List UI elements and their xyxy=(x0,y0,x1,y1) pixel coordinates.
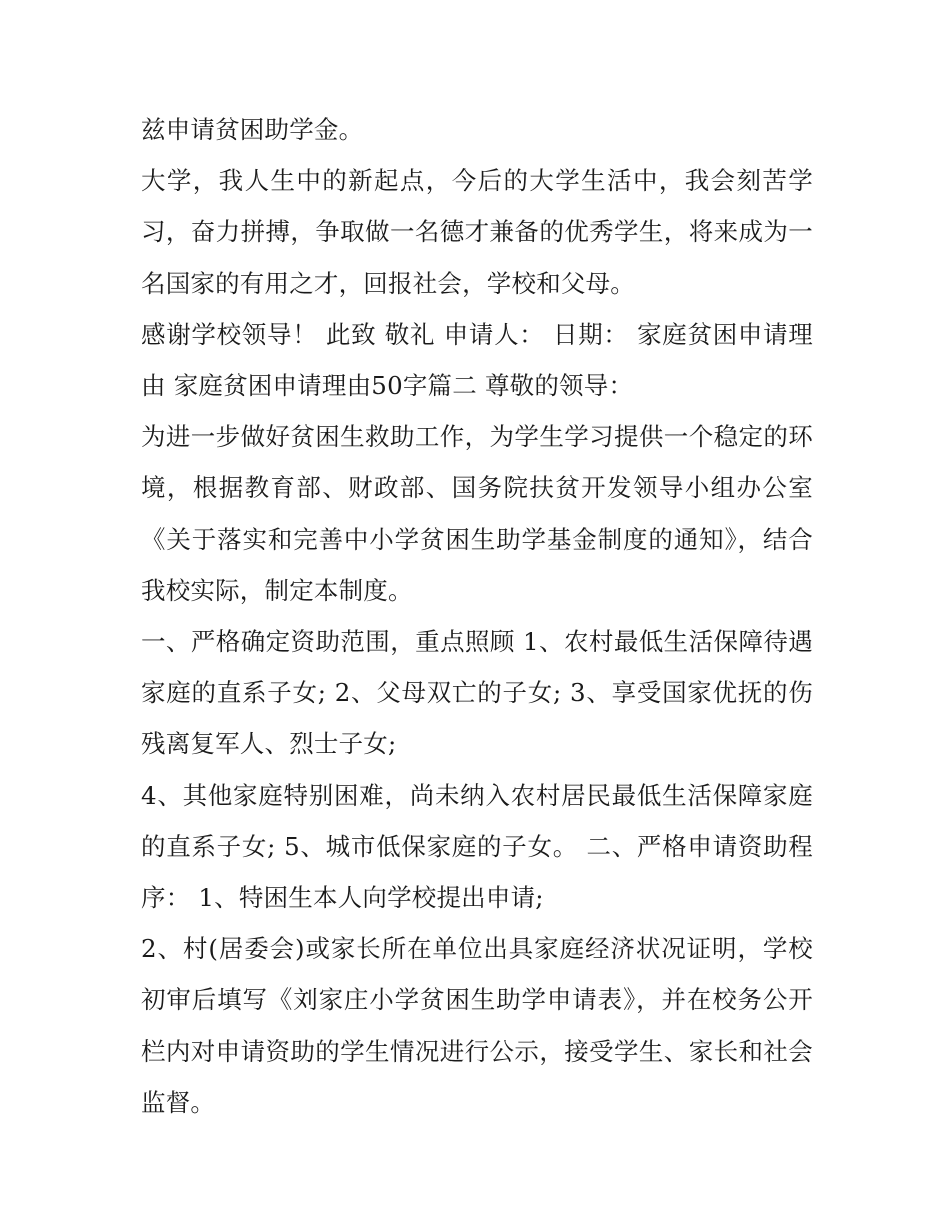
paragraph-5: 一、严格确定资助范围，重点照顾 1、农村最低生活保障待遇家庭的直系子女; 2、父母双亡的子女; 3、享受国家优抚的伤残离复军人、烈士子女; xyxy=(141,627,813,759)
paragraph-3: 感谢学校领导！ 此致 敬礼 申请人： 日期： 家庭贫困申请理由 家庭贫困申请理由50字篇二 尊敬的领导： xyxy=(141,319,813,401)
paragraph-7: 2、村(居委会)或家长所在单位出具家庭经济状况证明，学校初审后填写《刘家庄小学贫困生助学申请表》，并在校务公开栏内对申请资助的学生情况进行公示，接受学生、家长和社会监督。 xyxy=(141,934,813,1117)
paragraph-1: 兹申请贫困助学金。 xyxy=(141,115,364,144)
paragraph-4: 为进一步做好贫困生救助工作，为学生学习提供一个稳定的环境，根据教育部、财政部、国务院扶贫开发领导小组办公室《关于落实和完善中小学贫困生助学基金制度的通知》，结合我校实际，制定本制度。 xyxy=(141,422,813,605)
paragraph-6: 4、其他家庭特别困难，尚未纳入农村居民最低生活保障家庭的直系子女; 5、城市低保家庭的子女。 二、严格申请资助程序： 1、特困生本人向学校提出申请; xyxy=(141,780,813,913)
document-body xyxy=(141,104,813,1128)
paragraph-2: 大学，我人生中的新起点，今后的大学生活中，我会刻苦学习，奋力拼搏，争取做一名德才兼备的优秀学生，将来成为一名国家的有用之才，回报社会，学校和父母。 xyxy=(141,166,813,298)
